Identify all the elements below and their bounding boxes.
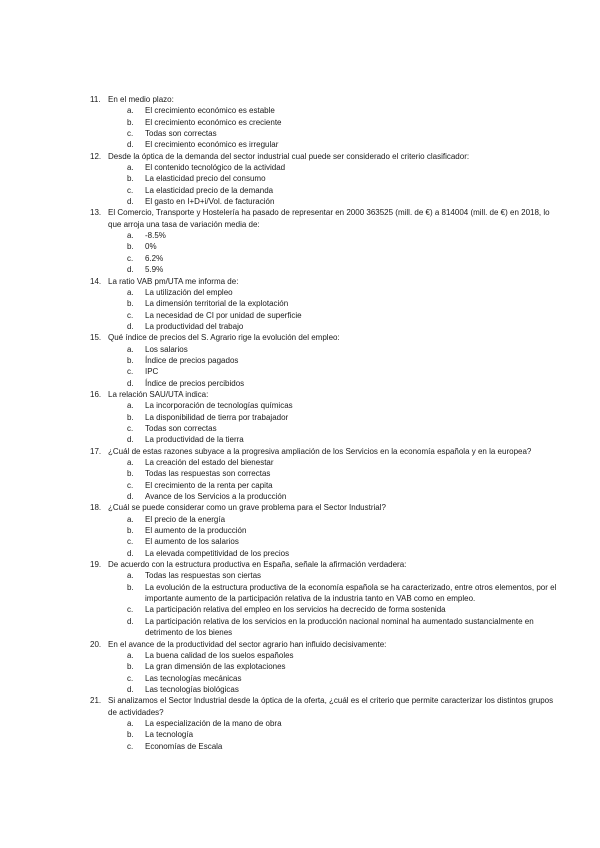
answer-option — [127, 661, 560, 672]
option-letter: c. — [127, 605, 134, 615]
option-list — [90, 162, 560, 207]
answer-option — [127, 536, 560, 547]
answer-option — [127, 673, 560, 684]
option-text: La evolución de la estructura productiva de la economía española se ha caracterizado, entre otros elementos, por el importante aumento de la participación relativa de la industria tanto en VAB como en empleo. — [145, 582, 557, 604]
question-item — [90, 332, 560, 389]
option-list — [90, 570, 560, 638]
answer-option — [127, 185, 560, 196]
option-letter: a. — [127, 718, 134, 728]
option-letter: c. — [127, 310, 134, 320]
answer-option — [127, 105, 560, 116]
option-list — [90, 105, 560, 150]
question-line — [90, 389, 560, 400]
option-letter: d. — [127, 492, 134, 502]
option-letter: c. — [127, 741, 134, 751]
answer-option — [127, 298, 560, 309]
question-number: 18. — [90, 503, 102, 513]
answer-option — [127, 253, 560, 264]
option-letter: d. — [127, 321, 134, 331]
answer-option — [127, 173, 560, 184]
question-line — [90, 502, 560, 513]
option-letter: c. — [127, 537, 134, 547]
option-text: 6.2% — [145, 253, 164, 263]
option-letter: a. — [127, 231, 134, 241]
option-list — [90, 650, 560, 695]
option-letter: c. — [127, 129, 134, 139]
answer-option — [127, 412, 560, 423]
question-text: Desde la óptica de la demanda del sector industrial cual puede ser considerado el criterio clasificador: — [108, 151, 470, 161]
option-letter: b. — [127, 355, 134, 365]
option-text: Economías de Escala — [145, 741, 223, 751]
question-line — [90, 332, 560, 343]
question-text: ¿Cuál se puede considerar como un grave problema para el Sector Industrial? — [108, 503, 386, 513]
option-letter: a. — [127, 458, 134, 467]
option-text: Los salarios — [145, 344, 188, 354]
answer-option — [127, 423, 560, 434]
option-text: La dimensión territorial de la explotación — [145, 299, 289, 309]
question-text: ¿Cuál de estas razones subyace a la progresiva ampliación de los Servicios en la economía española y en la europea? — [108, 446, 532, 456]
answer-option — [127, 310, 560, 321]
option-text: El crecimiento económico es irregular — [145, 140, 279, 150]
option-text: El precio de la energía — [145, 514, 226, 524]
question-line — [90, 94, 560, 105]
option-letter: b. — [127, 526, 134, 536]
question-number: 14. — [90, 276, 102, 286]
option-text: La gran dimensión de las explotaciones — [145, 662, 286, 672]
question-item — [90, 502, 560, 559]
answer-option — [127, 457, 560, 468]
question-item — [90, 559, 560, 638]
answer-option — [127, 230, 560, 241]
option-text: La especialización de la mano de obra — [145, 718, 282, 728]
option-text: Índice de precios pagados — [145, 355, 239, 365]
answer-option — [127, 491, 560, 502]
question-text: La relación SAU/UTA indica: — [108, 389, 209, 399]
option-text: La incorporación de tecnologías químicas — [145, 401, 293, 411]
option-letter: a. — [127, 514, 134, 524]
option-text: El crecimiento económico es creciente — [145, 117, 282, 127]
option-letter: b. — [127, 174, 134, 184]
question-number: 12. — [90, 151, 102, 161]
option-text: La productividad del trabajo — [145, 321, 244, 331]
option-text: El crecimiento económico es estable — [145, 106, 275, 116]
option-letter: d. — [127, 435, 134, 445]
answer-option — [127, 344, 560, 355]
answer-option — [127, 355, 560, 366]
answer-option — [127, 514, 560, 525]
option-letter: d. — [127, 548, 134, 558]
option-letter: d. — [127, 140, 134, 150]
question-item — [90, 151, 560, 208]
answer-option — [127, 162, 560, 173]
option-text: La buena calidad de los suelos españoles — [145, 650, 294, 660]
question-number: 13. — [90, 208, 102, 218]
answer-option — [127, 718, 560, 729]
question-item — [90, 695, 560, 752]
option-text: Las tecnologías mecánicas — [145, 673, 242, 683]
option-letter: a. — [127, 163, 134, 173]
option-text: La creación del estado del bienestar — [145, 458, 274, 467]
option-letter: b. — [127, 299, 134, 309]
option-text: La tecnología — [145, 730, 194, 740]
question-item — [90, 389, 560, 446]
question-line — [90, 276, 560, 287]
question-number: 15. — [90, 333, 102, 343]
option-letter: d. — [127, 684, 134, 694]
question-number: 16. — [90, 389, 102, 399]
question-line — [90, 207, 560, 230]
question-item — [90, 639, 560, 696]
option-list — [90, 344, 560, 389]
option-letter: a. — [127, 401, 134, 411]
question-line — [90, 559, 560, 570]
option-text: El aumento de los salarios — [145, 537, 239, 547]
option-letter: b. — [127, 117, 134, 127]
option-text: Todas son correctas — [145, 423, 217, 433]
question-line — [90, 639, 560, 650]
answer-option — [127, 684, 560, 695]
question-item — [90, 207, 560, 275]
option-letter: b. — [127, 469, 134, 479]
answer-option — [127, 525, 560, 536]
option-text: La participación relativa de los servicios en la producción nacional nominal ha aumentado sustancialmente en detrimento de los bienes — [145, 616, 534, 638]
option-list — [90, 514, 560, 559]
answer-option — [127, 650, 560, 661]
option-letter: b. — [127, 582, 134, 592]
option-letter: a. — [127, 106, 134, 116]
option-letter: d. — [127, 378, 134, 388]
question-text: Qué índice de precios del S. Agrario rige la evolución del empleo: — [108, 333, 340, 343]
option-text: Todas las respuestas son correctas — [145, 469, 271, 479]
option-letter: c. — [127, 423, 134, 433]
option-list — [90, 718, 560, 752]
answer-option — [127, 196, 560, 207]
answer-option — [127, 741, 560, 752]
option-letter: b. — [127, 730, 134, 740]
answer-option — [127, 128, 560, 139]
option-letter: c. — [127, 367, 134, 377]
question-number: 21. — [90, 696, 102, 706]
option-text: Avance de los Servicios a la producción — [145, 492, 287, 502]
answer-option — [127, 468, 560, 479]
option-list — [90, 400, 560, 445]
option-letter: a. — [127, 650, 134, 660]
question-number: 19. — [90, 560, 102, 570]
option-text: 5.9% — [145, 265, 164, 275]
question-text: En el avance de la productividad del sector agrario han influido decisivamente: — [108, 639, 387, 649]
question-list — [90, 94, 560, 752]
option-text: El aumento de la producción — [145, 526, 247, 536]
option-letter: a. — [127, 344, 134, 354]
option-text: La elevada competitividad de los precios — [145, 548, 290, 558]
answer-option — [127, 434, 560, 445]
option-letter: b. — [127, 662, 134, 672]
option-letter: d. — [127, 616, 134, 626]
answer-option — [127, 548, 560, 559]
option-letter: c. — [127, 185, 134, 195]
answer-option — [127, 400, 560, 411]
answer-option — [127, 241, 560, 252]
question-number: 17. — [90, 446, 102, 456]
option-text: La disponibilidad de tierra por trabajador — [145, 412, 289, 422]
answer-option — [127, 604, 560, 615]
option-text: Las tecnologías biológicas — [145, 684, 239, 694]
option-letter: a. — [127, 287, 134, 297]
option-text: IPC — [145, 367, 159, 377]
option-letter: b. — [127, 242, 134, 252]
answer-option — [127, 582, 560, 605]
option-letter: d. — [127, 265, 134, 275]
question-item — [90, 446, 560, 503]
answer-option — [127, 321, 560, 332]
option-text: La productividad de la tierra — [145, 435, 244, 445]
option-text: El contenido tecnológico de la actividad — [145, 163, 286, 173]
question-line — [90, 446, 560, 457]
question-number: 11. — [90, 95, 101, 104]
question-line — [90, 151, 560, 162]
option-list — [90, 230, 560, 275]
option-text: La participación relativa del empleo en los servicios ha decrecido de forma sostenida — [145, 605, 446, 615]
question-text: Si analizamos el Sector Industrial desde la óptica de la oferta, ¿cuál es el criterio que permite caracterizar los distintos grupos de actividades? — [108, 696, 554, 717]
answer-option — [127, 366, 560, 377]
option-text: La utilización del empleo — [145, 287, 233, 297]
answer-option — [127, 729, 560, 740]
question-text: La ratio VAB pm/UTA me informa de: — [108, 276, 239, 286]
option-text: La necesidad de CI por unidad de superficie — [145, 310, 302, 320]
option-text: Todas las respuestas son ciertas — [145, 571, 262, 581]
option-text: La elasticidad precio del consumo — [145, 174, 266, 184]
option-text: Todas son correctas — [145, 129, 217, 139]
answer-option — [127, 616, 560, 639]
option-text: Índice de precios percibidos — [145, 378, 245, 388]
option-letter: a. — [127, 571, 134, 581]
answer-option — [127, 139, 560, 150]
option-list — [90, 287, 560, 332]
question-text: El Comercio, Transporte y Hostelería ha pasado de representar en 2000 363525 (mill. de €) a 814004 (mill. de €) en 2018, lo que arroja una tasa de variación media de: — [108, 208, 550, 229]
question-item — [90, 94, 560, 151]
answer-option — [127, 287, 560, 298]
option-text: La elasticidad precio de la demanda — [145, 185, 274, 195]
answer-option — [127, 378, 560, 389]
answer-option — [127, 117, 560, 128]
option-letter: b. — [127, 412, 134, 422]
question-text: De acuerdo con la estructura productiva en España, señale la afirmación verdadera: — [108, 560, 407, 570]
question-item — [90, 276, 560, 333]
question-text: En el medio plazo: — [108, 95, 174, 104]
option-letter: d. — [127, 197, 134, 207]
option-text: -8.5% — [145, 231, 166, 241]
option-letter: c. — [127, 673, 134, 683]
answer-option — [127, 570, 560, 581]
question-number: 20. — [90, 639, 102, 649]
option-letter: c. — [127, 253, 134, 263]
answer-option — [127, 264, 560, 275]
question-line — [90, 695, 560, 718]
option-letter: c. — [127, 480, 134, 490]
option-text: 0% — [145, 242, 157, 252]
option-list — [90, 457, 560, 502]
answer-option — [127, 480, 560, 491]
option-text: El crecimiento de la renta per capita — [145, 480, 273, 490]
option-text: El gasto en I+D+i/Vol. de facturación — [145, 197, 275, 207]
